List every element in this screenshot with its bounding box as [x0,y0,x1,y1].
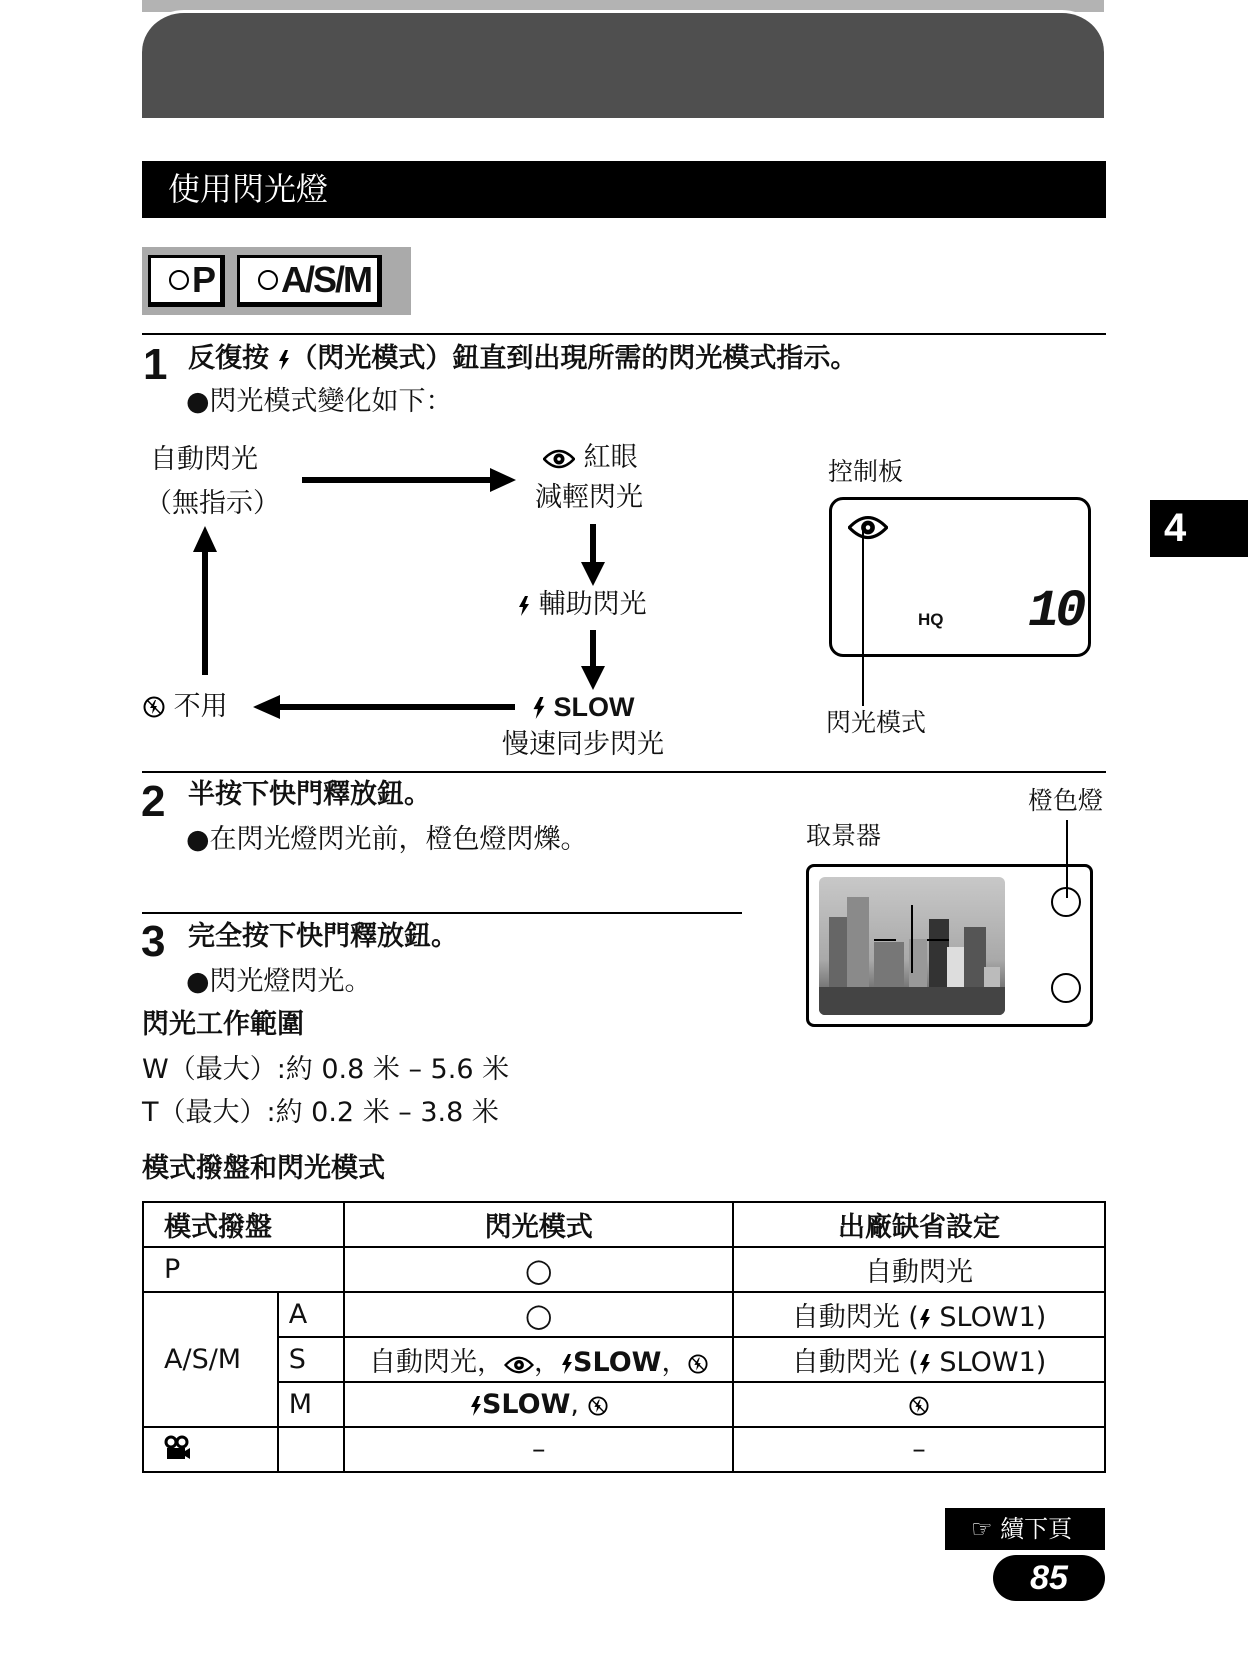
step2-bullet: ●在閃光燈閃光前，橙色燈閃爍。 [186,824,588,855]
leader-line [862,528,864,706]
flash-off-icon [688,1354,708,1374]
control-panel-lcd [829,497,1091,657]
divider [142,912,742,914]
mode-badge-p: P [148,255,225,307]
header-cell: 模式撥盤 [143,1202,344,1247]
orange-lamp [1051,887,1081,917]
flow-fill: 輔助閃光 [518,588,647,622]
table-row [143,1337,1105,1382]
flash-off-icon [588,1396,608,1416]
movie-icon [164,1435,190,1461]
step-number: 2 [141,777,166,826]
flow-slow-desc: 慢速同步閃光 [502,729,664,760]
table-header-row [143,1202,1105,1247]
arrow-head [581,562,605,586]
flash-mode-label: 閃光模式 [826,708,927,737]
header-banner [142,10,1104,118]
cell [733,1382,1105,1427]
divider [142,333,1106,335]
flash-icon [518,596,530,616]
cell: A [278,1292,345,1337]
chapter-tab: 4 [1150,500,1248,557]
range-w: W（最大）:約 0.8 米 – 5.6 米 [142,1054,510,1085]
cell: A/S/M [143,1292,278,1427]
mode-flash-table [142,1201,1106,1473]
red-eye-icon [504,1356,534,1374]
flash-icon [919,1354,931,1374]
step-number: 1 [143,340,168,389]
cell: – [733,1427,1105,1472]
header-cell: 出廠缺省設定 [733,1202,1105,1247]
flow-redeye-desc: 減輕閃光 [535,482,643,513]
cell: 自動閃光 [733,1247,1105,1292]
arrow-head [490,468,516,492]
step1-text: 反復按 （閃光模式）鈕直到出現所需的閃光模式指示。 [188,343,858,374]
table-row [143,1382,1105,1427]
cell: ○ [344,1292,733,1337]
flash-icon [919,1309,931,1329]
range-heading: 閃光工作範圍 [142,1009,304,1040]
cell: S [278,1337,345,1382]
divider [142,771,1106,773]
cell: 自動閃光 ( SLOW1) [733,1292,1105,1337]
flash-icon [532,697,546,719]
arrow-head [581,666,605,690]
pointing-hand-icon: ☞ [971,1515,993,1543]
arrow-down [590,524,596,564]
frame-counter: 10 [1028,582,1083,641]
cell: M [278,1382,345,1427]
arrow-up [202,550,208,675]
flash-icon [278,350,290,370]
arrow-right [302,477,492,483]
table-caption: 模式撥盤和閃光模式 [142,1153,385,1184]
cell: SLOW, [344,1382,733,1427]
flow-redeye: 紅眼 [543,441,638,475]
mode-badges [142,247,411,315]
step-number: 3 [141,917,166,966]
green-lamp [1051,973,1081,1003]
cell: P [143,1247,344,1292]
step1-bullet: ●閃光模式變化如下： [186,386,453,417]
red-eye-icon [848,515,888,540]
flash-icon [561,1354,573,1374]
section-title: 使用閃光燈 [142,161,1106,218]
table-row [143,1247,1105,1292]
arrow-left [278,704,515,710]
page-number: 85 [993,1555,1105,1601]
cell [143,1427,278,1472]
step3-text: 完全按下快門釋放鈕。 [188,921,458,952]
dial-mark-icon [169,270,189,290]
step2-text: 半按下快門釋放鈕。 [188,779,431,810]
cell [278,1427,345,1472]
viewfinder-diagram [806,864,1093,1027]
quality-indicator: HQ [918,610,944,629]
table-row [143,1427,1105,1472]
flow-auto-note: （無指示） [145,488,280,519]
orange-lamp-label: 橙色燈 [1028,786,1104,815]
step3-bullet: ●閃光燈閃光。 [186,966,372,997]
flow-slow: SLOW [532,690,635,724]
header-cell: 閃光模式 [344,1202,733,1247]
flash-off-icon [143,696,165,718]
flow-auto: 自動閃光 [150,444,258,475]
dial-mark-icon [258,270,278,290]
cell: – [344,1427,733,1472]
arrow-down [590,630,596,668]
red-eye-icon [543,449,575,469]
arrow-head [253,695,280,719]
continue-next-page: ☞ 續下頁 [945,1508,1105,1550]
table-row [143,1292,1105,1337]
city-skyline-image [819,877,1005,1015]
cell: 自動閃光， ， SLOW， [344,1337,733,1382]
range-t: T（最大）:約 0.2 米 – 3.8 米 [142,1097,499,1128]
arrow-head [193,526,217,552]
cell: 自動閃光 ( SLOW1) [733,1337,1105,1382]
flow-off: 不用 [143,690,228,724]
mode-badge-asm: A/S/M [237,255,382,307]
flash-icon [470,1396,482,1416]
control-panel-label: 控制板 [828,457,904,486]
cell: ○ [344,1247,733,1292]
flash-off-icon [909,1396,929,1416]
viewfinder-label: 取景器 [806,821,882,850]
